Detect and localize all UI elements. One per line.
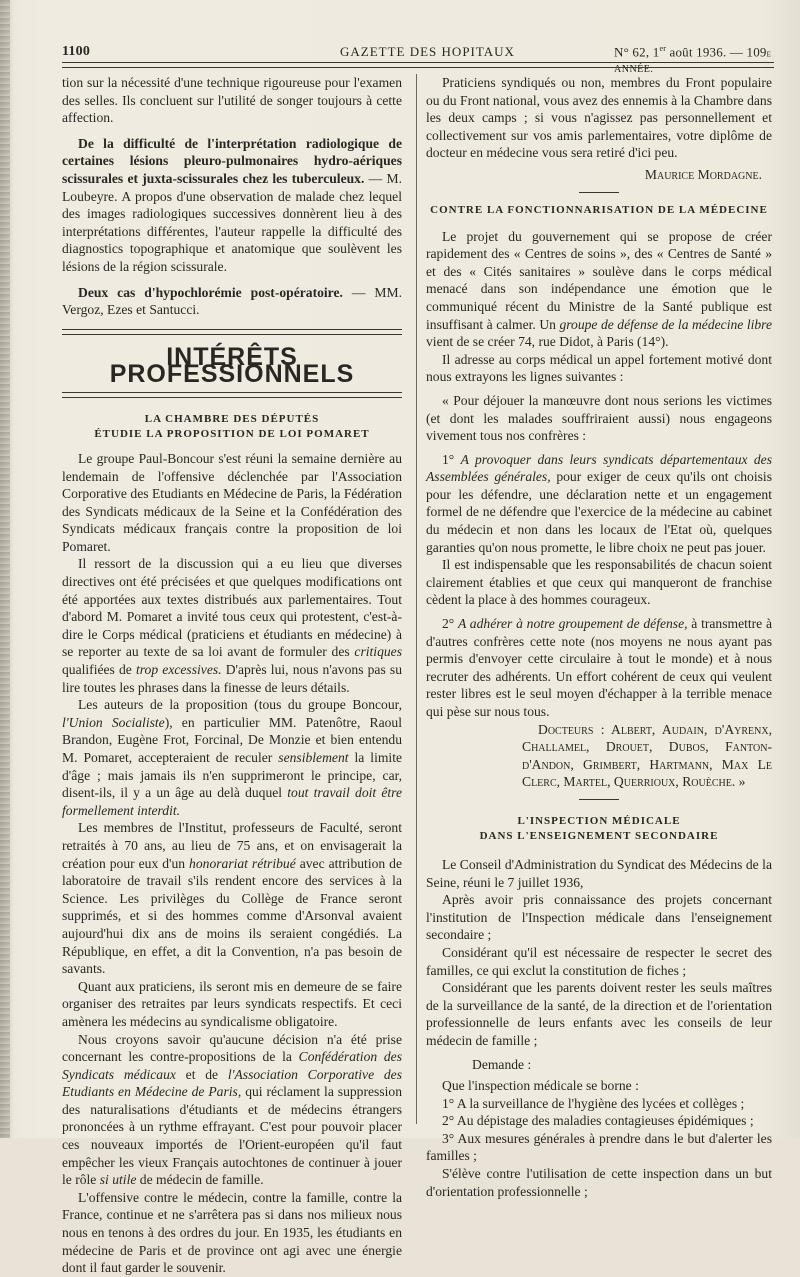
section-rule — [62, 329, 402, 335]
list-item: 2° Au dépistage des maladies contagieuses épidémiques ; — [442, 1113, 754, 1129]
paragraph: Les auteurs de la proposition (tous du groupe Boncour, l'Union Socialiste), en particulier MM. Patenôtre, Raoul Brandon, Eugène Frot, Forcinal, De Monzie et bien entendu M. Pomaret, accepteraient de reculer sensiblement la limite d'âge ; mais jamais ils n'en supprimeront le principe, car, disent-ils, il y a un âge au delà duquel tout travail doit être formellement interdit. — [62, 697, 403, 818]
article-heading: CONTRE LA FONCTIONNARISATION DE LA MÉDECINE — [430, 203, 768, 216]
paragraph: S'élève contre l'utilisation de cette inspection dans un but d'orientation professionnelle ; — [426, 1166, 772, 1199]
paragraph: 2° A adhérer à notre groupement de défense, à transmettre à d'autres confrères cette note (nos moyens ne nous ayant pas permis d'envoyer cette circulaire à tout le monde) et à nous recruter des adhérents. Un effort cohérent de ceux qui veulent rester libres est le seul moyen d'échapper à la terrible menace qui pèse sur nous tous. — [426, 616, 773, 719]
list-item: 1° A la surveillance de l'hygiène des lycées et collèges ; — [442, 1095, 745, 1111]
paragraph: 1° A provoquer dans leurs syndicats départementaux des Assemblées générales, pour exiger de ceux qu'ils ont choisis pour les défendre, une déclaration nette et un engagement formel de ne défendre que l'exercice de la médecine au cabinet du médecin et non dans les locaux de l'Etat où, quelques garanties qu'on nous promette, le libre choix ne peut pas jouer. — [426, 451, 772, 555]
paragraph: Considérant que les parents doivent rester les seuls maîtres de la surveillance de la santé, de la direction et de l'orientation professionnelle de leurs enfants avec les conseils de leur médecin de famille ; — [426, 980, 772, 1048]
paragraph: De la difficulté de l'interprétation radiologique de certaines lésions pleuro-pulmonaires hydro-aériques scissurales et juxta-scissurales chez les tuberculeux. — M. Loubeyre. A propos d'une observation de malade chez lequel des images radiologiques successives donnèrent lieu à des interprétations différentes, l'auteur rappelle la difficulté des diagnostics topographique et anatomique que soulèvent les lésions de la région scissurale. — [62, 135, 402, 274]
paragraph: Que l'inspection médicale se borne : — [442, 1078, 639, 1094]
header-rule — [62, 62, 774, 68]
left-column — [62, 74, 402, 1277]
paragraph: Quant aux praticiens, ils seront mis en demeure de se faire organiser des retraites par leurs syndicats respectifs. Et ceci amènera les médecins au syndicalisme obligatoire. — [62, 978, 402, 1029]
column-divider — [416, 74, 417, 1124]
paragraph: Nous croyons savoir qu'aucune décision n'a été prise concernant les contre-propositions de la Confédération des Syndicats médicaux et de l'Association Corporative des Etudiants en Médecine de Paris, qui réclament la suppression des naturalisations d'étudiants et de médecins étrangers prononcées à un rythme effrayant. C'est pour pouvoir placer ces nouveaux importés de l'Orient-européen qu'il faut empêcher les vieux Français autochtones de continuer à jouer le rôle si utile de médecin de famille. — [62, 1031, 402, 1188]
section-rule — [62, 392, 402, 398]
issue-info: N° 62, 1er août 1936. — 109e ANNÉE. — [614, 44, 772, 76]
paragraph: L'offensive contre le médecin, contre la famille, contre la France, continue et ne s'arrêtera pas si dans nos milieux nous nous en tenons à des ordres du jour. En 1935, les étudiants en médecine de Paris et de province ont agi avec une énergie dont il faut garder le souvenir. — [62, 1189, 402, 1276]
article-heading: LA CHAMBRE DES DÉPUTÉS — [144, 412, 320, 425]
paragraph: Il ressort de la discussion qui a eu lieu que diverses directives ont été précisées et que quelques modifications ont été apportées aux textes distribués aux parlementaires. Tout d'abord M. Pomaret a invité tous ceux qui protestent, c'est-à-dire le Corps médical (praticiens et étudiants en médecine) à se reporter au texte de sa loi avant de formuler des critiques qualifiées de trop excessives. D'après lui, nous n'avons pas su lire toutes les phrases dans la finesse de leurs détails. — [62, 556, 402, 695]
paragraph: Demande : — [472, 1056, 532, 1072]
paragraph: Le groupe Paul-Boncour s'est réuni la semaine dernière au lendemain de l'offensive déclenchée par l'Association Corporative des Etudiants en Médecine de Paris, la Fédération des Syndicats médicaux de la Seine et la Confédération des Syndicats médicaux français contre la proposition de loi Pomaret. — [62, 450, 402, 554]
article-subheading: ÉTUDIE LA PROPOSITION DE LOI POMARET — [94, 427, 370, 440]
paragraph: Il adresse au corps médical un appel fortement motivé dont nous extrayons les lignes suivantes : — [426, 351, 772, 385]
short-rule — [579, 799, 619, 800]
paragraph: Considérant qu'il est nécessaire de respecter le secret des familles, ce qui exclut la constitution de fiches ; — [426, 944, 772, 978]
page-binding-edge — [0, 0, 10, 1138]
paragraph: Praticiens syndiqués ou non, membres du Front populaire ou du Front national, vous avez des ennemis à la Chambre dans les deux camps ; si vous n'agissez pas personnellement et collectivement sur vos amis parlementaires, votre diplôme de docteur en médecine vous sera retiré d'ici peu. — [426, 75, 772, 161]
paragraph: Deux cas d'hypochlorémie post-opératoire. — MM. Vergoz, Ezes et Santucci. — [62, 284, 403, 318]
paragraph: Après avoir pris connaissance des projets concernant l'institution de l'Inspection médicale dans l'enseignement secondaire ; — [426, 892, 772, 943]
article-subheading: DANS L'ENSEIGNEMENT SECONDAIRE — [479, 829, 719, 842]
article-heading: L'INSPECTION MÉDICALE — [517, 814, 681, 827]
right-column — [426, 74, 772, 1200]
paragraph: Il est indispensable que les responsabilités de chacun soient clairement établies et que ceux qui manqueront de franchise cèdent la place à des hommes courageux. — [426, 557, 772, 608]
short-rule — [579, 192, 619, 193]
journal-title: GAZETTE DES HOPITAUX — [340, 44, 515, 59]
page-number: 1100 — [62, 44, 91, 59]
signature: Maurice Mordagne. — [644, 166, 762, 182]
paragraph: « Pour déjouer la manœuvre dont nous serions les victimes (et dont les malades souffriraient aussi) nous engageons vivement tous nos confrères : — [426, 392, 772, 444]
paragraph: tion sur la nécessité d'une technique rigoureuse pour l'examen des selles. Ils concluent sur l'utilité de songer toujours à cette affection. — [62, 75, 402, 126]
list-item: 3° Aux mesures générales à prendre dans le but d'alerter les familles ; — [426, 1130, 772, 1164]
signers-list: Docteurs : Albert, Audain, d'Ayrenx, Challamel, Drouet, Dubos, Fanton-d'Andon, Grimbert, Hartmann, Max Le Clerc, Martel, Querrioux, Rouèche. » — [522, 721, 772, 790]
paragraph: Les membres de l'Institut, professeurs de Faculté, seront retraités à 70 ans, au lieu de 75 ans, et on envisagerait la création pour eux d'un honorariat rétribué avec attribution de laboratoire de travail s'ils rendent encore des services à la Science. Les privilèges du Collège de France seront supprimés, et si des hommes comme d'Arsonval avaient aujourd'hui dix ans de moins ils seraient congédiés. La République, en effet, a dit la Convention, n'a pas besoin de savants. — [62, 820, 403, 977]
paragraph: Le projet du gouvernement qui se propose de créer rapidement des « Centres de soins », des « Centres de Santé » et des « Cités sanitaires » soulève dans le corps médical menacé dans son indépendance une émotion que le communiqué récent du Ministre de la Santé publique est insuffisant à calmer. Un groupe de défense de la médecine libre vient de se créer 74, rue Didot, à Paris (14°). — [426, 228, 772, 350]
section-title: INTÉRÊTS PROFESSIONNELS — [109, 342, 355, 389]
paragraph: Le Conseil d'Administration du Syndicat des Médecins de la Seine, réuni le 7 juillet 1936, — [426, 856, 772, 890]
